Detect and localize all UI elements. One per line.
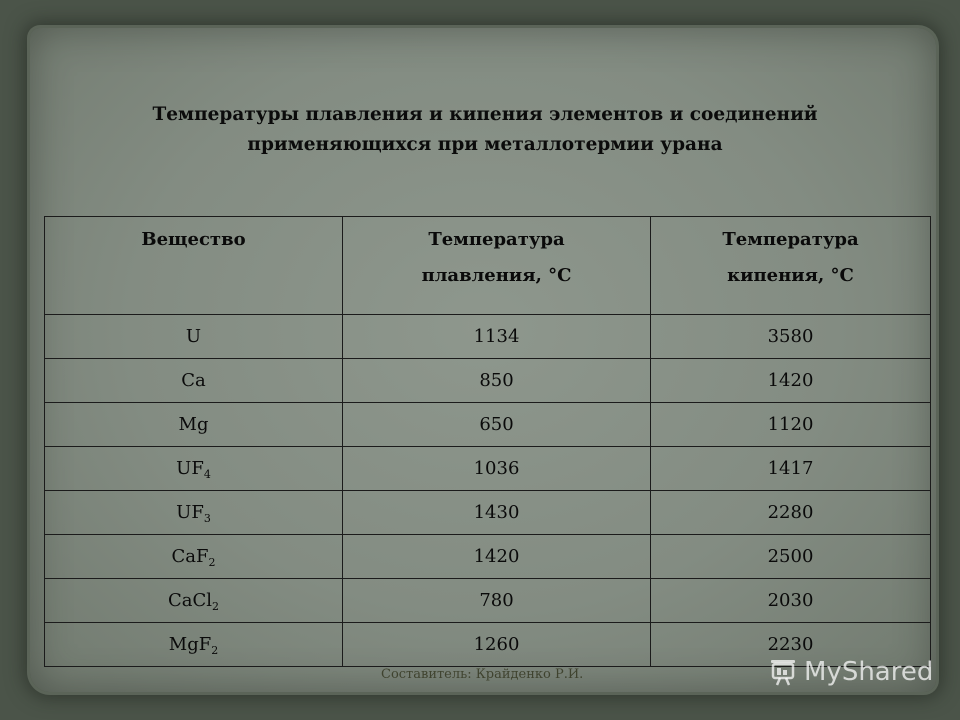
slide-title <box>60 100 910 160</box>
cell-substance: Ca <box>45 359 343 403</box>
table-row <box>45 535 931 579</box>
cell-melting-point: 780 <box>343 579 651 623</box>
cell-boiling-point: 1420 <box>651 359 931 403</box>
table-header-row <box>45 217 931 315</box>
cell-melting-point: 850 <box>343 359 651 403</box>
temperature-table <box>44 216 931 667</box>
title-line-1: Температуры плавления и кипения элементов и соединений <box>152 104 818 125</box>
table-row <box>45 579 931 623</box>
table-row <box>45 403 931 447</box>
table-row <box>45 491 931 535</box>
table-row <box>45 447 931 491</box>
header-boiling: Температура кипения, °С <box>651 217 931 315</box>
cell-melting-point: 1430 <box>343 491 651 535</box>
title-line-2: применяющихся при металлотермии урана <box>247 134 723 155</box>
cell-boiling-point: 1120 <box>651 403 931 447</box>
author-credit: Составитель: Крайденко Р.И. <box>381 667 584 682</box>
cell-melting-point: 1134 <box>343 315 651 359</box>
cell-boiling-point: 2280 <box>651 491 931 535</box>
table-row <box>45 315 931 359</box>
cell-substance: MgF$_2$ <box>45 623 343 667</box>
cell-melting-point: 1036 <box>343 447 651 491</box>
cell-boiling-point: 3580 <box>651 315 931 359</box>
myshared-logo <box>768 654 933 690</box>
cell-substance: $UF_3$ <box>45 491 343 535</box>
cell-substance: U <box>45 315 343 359</box>
header-substance: Вещество <box>45 217 343 315</box>
cell-substance: CaF$_2$ <box>45 535 343 579</box>
cell-boiling-point: 1417 <box>651 447 931 491</box>
cell-substance: $UF_4$ <box>45 447 343 491</box>
logo-text: MyShared <box>804 657 934 687</box>
cell-boiling-point: 2230 <box>651 623 931 667</box>
cell-substance: CaCl$_2$ <box>45 579 343 623</box>
cell-melting-point: 650 <box>343 403 651 447</box>
cell-substance: Mg <box>45 403 343 447</box>
header-melting: Температура плавления, °С <box>343 217 651 315</box>
cell-melting-point: 1420 <box>343 535 651 579</box>
cell-melting-point: 1260 <box>343 623 651 667</box>
projector-screen-icon <box>768 657 798 687</box>
cell-boiling-point: 2500 <box>651 535 931 579</box>
table-row <box>45 359 931 403</box>
cell-boiling-point: 2030 <box>651 579 931 623</box>
table-body <box>45 315 931 667</box>
